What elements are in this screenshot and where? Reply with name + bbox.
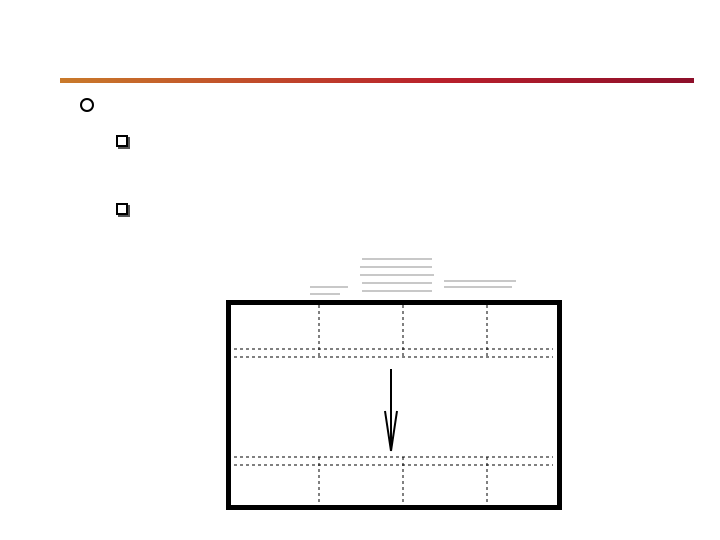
corner-logo-icon [678, 20, 708, 50]
square-bullet-icon [116, 135, 128, 147]
corner-logo-icon [4, 20, 34, 50]
sub-bullet-2 [116, 194, 136, 224]
corner-logo-icon [678, 500, 708, 530]
square-bullet-icon [116, 203, 128, 215]
faint-background-line [362, 290, 432, 292]
diagram-lines [231, 305, 557, 505]
faint-background-line [362, 258, 432, 260]
main-bullet [80, 92, 108, 120]
faint-background-line [360, 266, 432, 268]
faint-background-line [362, 282, 432, 284]
title-divider [60, 78, 694, 83]
materialization-diagram [226, 300, 562, 510]
sub-bullet-1 [116, 126, 136, 156]
corner-logo-icon [4, 500, 34, 530]
faint-background-line [310, 293, 340, 295]
faint-background-line [310, 286, 348, 288]
circle-bullet-icon [80, 98, 94, 112]
faint-background-line [444, 280, 516, 282]
faint-background-line [444, 286, 512, 288]
faint-background-line [360, 274, 434, 276]
